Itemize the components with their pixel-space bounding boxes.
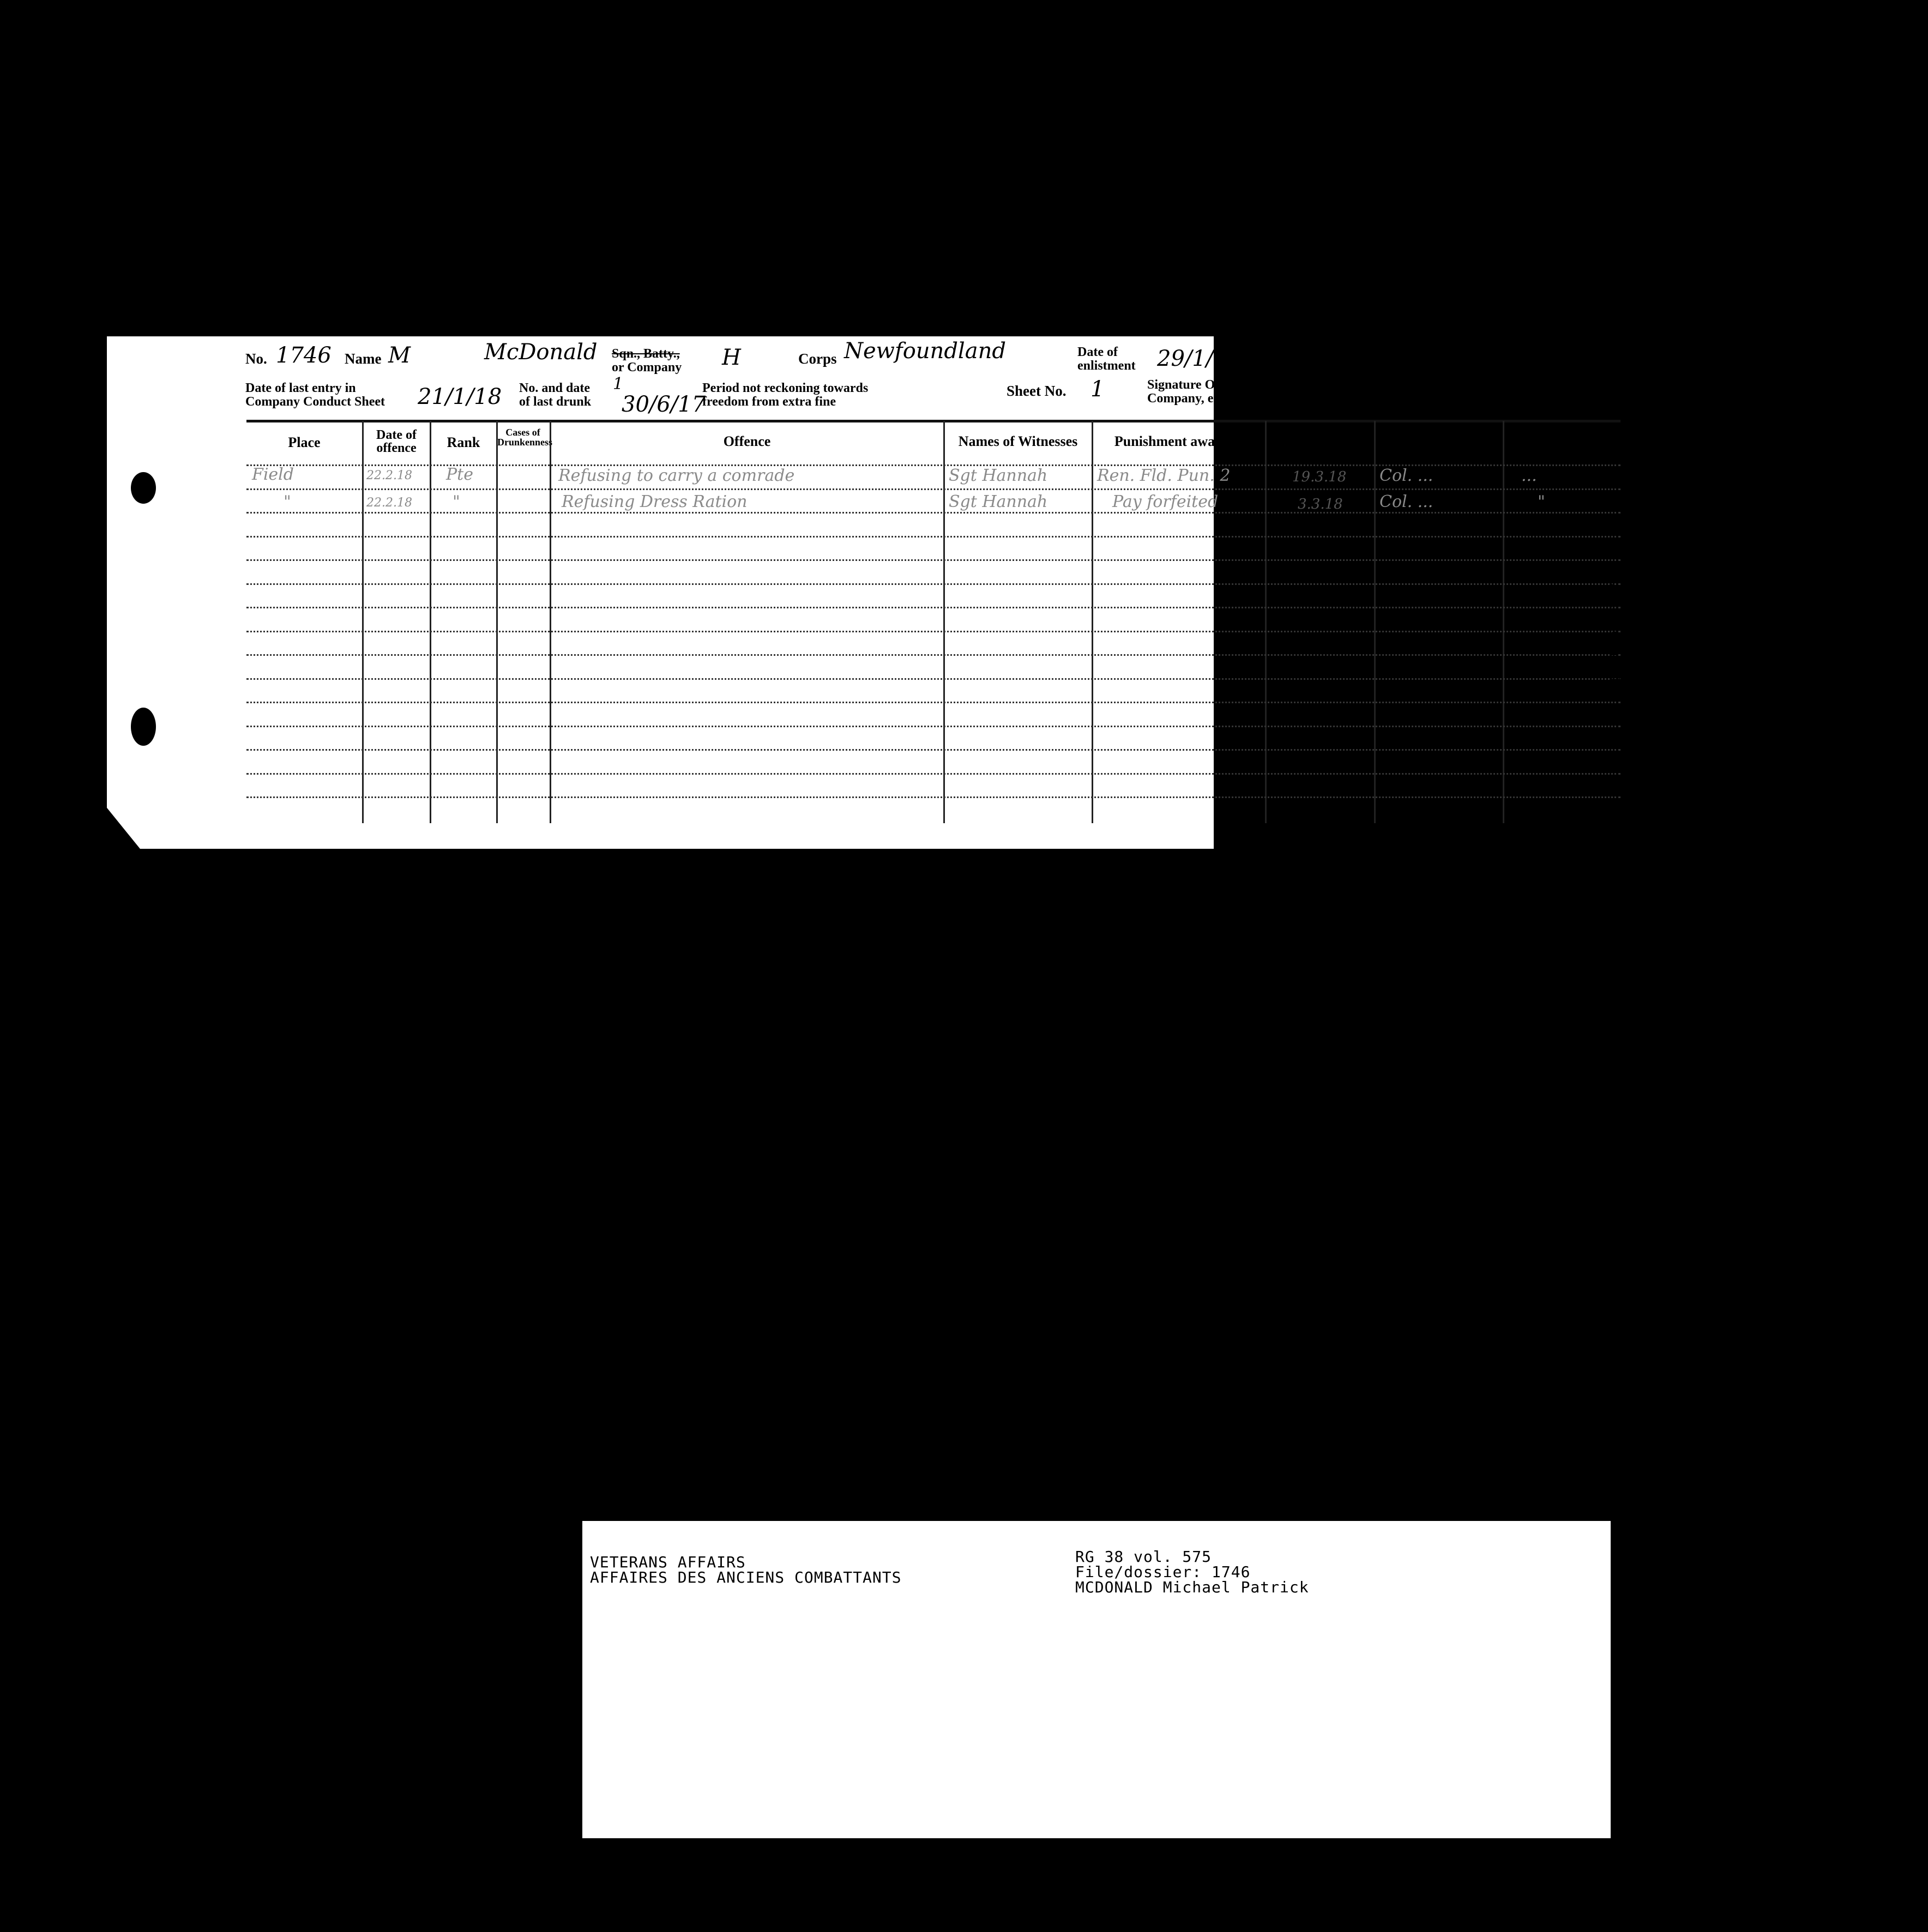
period-line2: freedom from extra fine [702, 395, 836, 409]
column-rule [1503, 421, 1504, 823]
signature-value-3: Lieut. [1370, 397, 1418, 416]
column-header-date-of-offence: Date of offence [376, 428, 417, 455]
sheet-label: Sheet No. [1007, 383, 1067, 399]
entry-1-awarded-by: Col. ... [1379, 466, 1433, 485]
entry-1-date-of-offence: 22.2.18 [366, 469, 412, 482]
column-rule [362, 421, 364, 823]
entry-1-remarks: ... [1521, 466, 1537, 485]
row-rule [246, 488, 1620, 490]
last-drunk-label [519, 382, 591, 409]
pto-label: [P.T.O. [1563, 812, 1599, 826]
punch-hole-top [131, 472, 156, 504]
entry-2-remarks: " [1538, 492, 1545, 511]
label-line1-left: VETERANS AFFAIRS [590, 1553, 746, 1571]
service-line2: Proficiency Pay [1425, 358, 1513, 372]
table-top-rule [246, 420, 1620, 422]
column-header-punishment: Punishment awarded [1114, 433, 1244, 449]
label-line3-right: MCDONALD Michael Patrick [1075, 1578, 1309, 1596]
signature-line2: Company, etc. [1147, 391, 1227, 406]
corps-value: Newfoundland [844, 339, 1006, 364]
signature-value-2: for K Coy [1269, 393, 1347, 412]
column-header-drunkenness: Cases of Drunkenness [497, 427, 553, 448]
entry-2-punishment: Pay forfeited [1112, 492, 1219, 511]
sheet-value: 1 [1090, 377, 1105, 402]
entry-1-witnesses: Sgt Hannah [949, 466, 1048, 485]
service-line1: Service or [1425, 344, 1482, 358]
service-pay-label [1425, 345, 1513, 372]
row-rule [246, 702, 1620, 703]
row-rule [246, 654, 1620, 656]
column-rule [550, 421, 551, 823]
row-rule [246, 678, 1620, 680]
sqn-label [612, 347, 682, 375]
column-header-date-of-award: Date of award or of order dispensing with trial [1266, 424, 1374, 446]
column-rule [943, 421, 945, 823]
row-rule [246, 796, 1620, 798]
signature-line1: Signature O.C. [1147, 378, 1231, 392]
entry-2-awarded-by: Col. ... [1379, 492, 1433, 511]
entry-2-date-of-award: 3.3.18 [1298, 496, 1343, 512]
corps-label: Corps [798, 351, 837, 367]
last-entry-label [245, 382, 385, 409]
gc-line1: G.C. [1291, 344, 1317, 358]
column-header-witnesses: Names of Witnesses [958, 433, 1078, 449]
last-entry-line1: Date of last entry in [245, 381, 356, 395]
entry-2-witnesses: Sgt Hannah [949, 492, 1048, 511]
row-rule [246, 631, 1620, 632]
signature-value-1: Frank G. A Rendell [1269, 373, 1427, 393]
column-rule [1092, 421, 1093, 823]
sqn-line1: Sqn., Batty., [612, 347, 680, 361]
row-rule [246, 536, 1620, 538]
column-header-place: Place [288, 434, 321, 450]
column-header-by-whom: By whom awarded [1382, 433, 1496, 449]
column-rule [1265, 421, 1267, 823]
column-rule [496, 421, 498, 823]
no-value: 1746 [276, 343, 332, 368]
entry-1-date-of-award: 19.3.18 [1292, 469, 1347, 485]
enlistment-line1: Date of [1077, 345, 1118, 359]
enlistment-value: 29/1/16 [1157, 346, 1242, 371]
row-rule [246, 773, 1620, 775]
row-rule [246, 607, 1620, 608]
period-line1: Period not reckoning towards [702, 381, 869, 395]
label-line2-right: File/dossier: 1746 [1075, 1563, 1251, 1581]
gc-badges-label [1291, 345, 1331, 372]
period-label [702, 382, 868, 409]
signature-label [1147, 378, 1231, 406]
last-entry-line2: Company Conduct Sheet [245, 395, 385, 409]
gc-line2: Badges [1291, 358, 1331, 372]
archive-label [582, 1521, 1611, 1838]
entry-2-rank: " [453, 492, 460, 511]
name-initial: M [388, 343, 411, 368]
character-label: Character [1445, 382, 1510, 398]
entry-1-place: Field [252, 465, 294, 484]
column-header-remarks: Remarks [1534, 432, 1590, 448]
row-rule [246, 749, 1620, 751]
drunk-line2: of last drunk [519, 395, 592, 409]
entry-2-date-of-offence: 22.2.18 [366, 496, 412, 510]
row-rule [246, 583, 1620, 585]
last-entry-value: 21/1/18 [418, 384, 502, 409]
column-rule [1374, 421, 1376, 823]
entry-2-offence: Refusing Dress Ration [562, 492, 748, 511]
entry-3-remarks: Rm. O. 12 [1507, 541, 1589, 560]
entry-1-offence: Refusing to carry a comrade [558, 466, 795, 485]
drunk-date-value: 30/6/17 [622, 392, 706, 417]
entry-1-punishment: Ren. Fld. Pun. 2 [1097, 466, 1231, 485]
column-header-offence: Offence [723, 433, 771, 449]
army-form-label: Army Form B. 122 [1608, 583, 1624, 698]
punch-hole-bottom [131, 708, 156, 746]
enlistment-label [1077, 346, 1136, 373]
name-label: Name [345, 351, 382, 367]
no-label: No. [245, 351, 267, 367]
sqn-line2: or Company [612, 360, 682, 375]
entry-1-rank: Pte [446, 465, 473, 484]
label-line2-left: AFFAIRES DES ANCIENS COMBATTANTS [590, 1568, 902, 1586]
drunk-no-value: 1 [613, 375, 624, 394]
drunk-line1: No. and date [519, 381, 591, 395]
label-line1-right: RG 38 vol. 575 [1075, 1548, 1212, 1566]
row-rule [246, 512, 1620, 514]
enlistment-line2: enlistment [1077, 359, 1136, 373]
row-rule [246, 726, 1620, 727]
character-value: Good [1550, 383, 1607, 408]
name-value: McDonald [484, 340, 598, 365]
column-header-rank: Rank [447, 434, 480, 450]
row-rule [246, 559, 1620, 561]
entry-2-place: " [284, 492, 291, 511]
company-value: H [722, 345, 741, 370]
column-rule [430, 421, 431, 823]
